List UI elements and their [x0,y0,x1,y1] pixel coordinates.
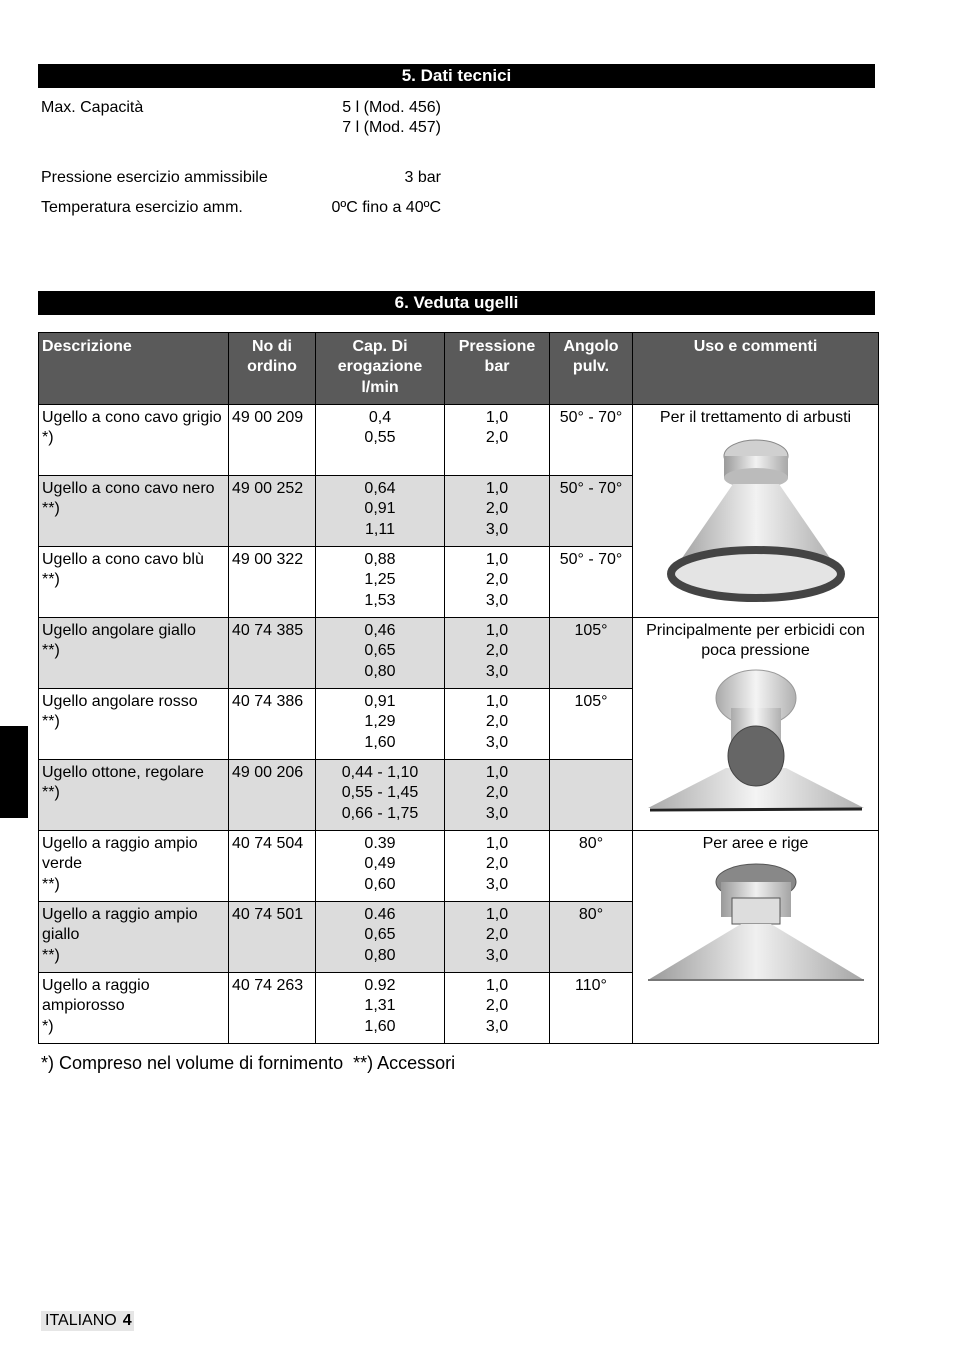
row-pressure: 1,0 2,0 3,0 [445,902,550,973]
row-order-number: 49 00 252 [229,476,316,547]
row-description: Ugello angolare giallo **) [39,618,229,689]
header-description: Descrizione [39,333,229,405]
row-order-number: 40 74 385 [229,618,316,689]
row-pressure: 1,0 2,0 [445,405,550,476]
row-description: Ugello a raggio ampio giallo **) [39,902,229,973]
row-angle: 50° - 70° [550,405,633,476]
page-number: 4 [122,1312,132,1329]
row-pressure: 1,0 2,0 3,0 [445,760,550,831]
header-order-number: No di ordino [229,333,316,405]
row-angle: 80° [550,902,633,973]
row-order-number: 40 74 386 [229,689,316,760]
table-header-row [39,333,879,405]
row-capacity: 0.92 1,31 1,60 [316,973,445,1044]
row-description: Ugello a cono cavo grigio *) [39,405,229,476]
row-capacity: 0.39 0,49 0,60 [316,831,445,902]
row-pressure: 1,0 2,0 3,0 [445,973,550,1044]
row-description: Ugello a raggio ampio verde **) [39,831,229,902]
row-angle: 105° [550,689,633,760]
use-cell-hollow-cone [633,405,879,618]
row-angle: 105° [550,618,633,689]
header-use: Uso e commenti [633,333,879,405]
table-row [39,618,879,689]
row-angle: 50° - 70° [550,547,633,618]
row-pressure: 1,0 2,0 3,0 [445,476,550,547]
row-order-number: 49 00 209 [229,405,316,476]
section-5-heading: 5. Dati tecnici [38,64,875,88]
spec-value-temperature: 0ºC fino a 40ºC [331,199,441,216]
footer-language: ITALIANO [45,1312,117,1329]
row-capacity: 0,44 - 1,10 0,55 - 1,45 0,66 - 1,75 [316,760,445,831]
row-angle [550,760,633,831]
header-pressure: Pressione bar [445,333,550,405]
section-6-heading: 6. Veduta ugelli [38,291,875,315]
row-pressure: 1,0 2,0 3,0 [445,618,550,689]
row-order-number: 49 00 206 [229,760,316,831]
page-footer [41,1311,134,1331]
row-pressure: 1,0 2,0 3,0 [445,547,550,618]
side-language-tab [0,726,28,818]
row-order-number: 40 74 263 [229,973,316,1044]
use-text-hollow-cone: Per il trettamento di arbusti [659,409,852,426]
row-order-number: 40 74 504 [229,831,316,902]
row-capacity: 0,88 1,25 1,53 [316,547,445,618]
row-capacity: 0,91 1,29 1,60 [316,689,445,760]
header-angle: Angolo pulv. [550,333,633,405]
row-capacity: 0,46 0,65 0,80 [316,618,445,689]
row-capacity: 0.46 0,65 0,80 [316,902,445,973]
angle-nozzle-icon [646,668,866,818]
row-description: Ugello angolare rosso **) [39,689,229,760]
row-capacity: 0,4 0,55 [316,405,445,476]
use-cell-wide-jet [633,831,879,1044]
use-cell-angle [633,618,879,831]
spec-label-pressure: Pressione esercizio ammissibile [41,169,268,186]
row-pressure: 1,0 2,0 3,0 [445,689,550,760]
spec-value-pressure: 3 bar [404,169,441,186]
spec-label-capacity: Max. Capacità [41,99,144,116]
row-description: Ugello a cono cavo nero **) [39,476,229,547]
table-row [39,831,879,902]
wide-jet-nozzle-icon [646,860,866,990]
header-capacity: Cap. Di erogazione l/min [316,333,445,405]
row-angle: 80° [550,831,633,902]
row-capacity: 0,64 0,91 1,11 [316,476,445,547]
spec-label-temperature: Temperatura esercizio amm. [41,199,243,216]
use-text-wide-jet: Per aree e rige [702,835,809,852]
spec-value-capacity-457: 7 l (Mod. 457) [342,119,441,136]
row-angle: 110° [550,973,633,1044]
hollow-cone-nozzle-icon [661,434,851,604]
row-description: Ugello a raggio ampiorosso *) [39,973,229,1044]
row-order-number: 49 00 322 [229,547,316,618]
footnote: *) Compreso nel volume di fornimento **) Accessori [41,1053,456,1073]
use-text-angle: Principalmente per erbicidi con poca pressione [646,622,865,660]
row-description: Ugello a cono cavo blù **) [39,547,229,618]
row-pressure: 1,0 2,0 3,0 [445,831,550,902]
nozzle-table [38,332,879,1044]
row-description: Ugello ottone, regolare **) [39,760,229,831]
table-row [39,405,879,476]
row-order-number: 40 74 501 [229,902,316,973]
row-angle: 50° - 70° [550,476,633,547]
spec-value-capacity-456: 5 l (Mod. 456) [342,99,441,116]
